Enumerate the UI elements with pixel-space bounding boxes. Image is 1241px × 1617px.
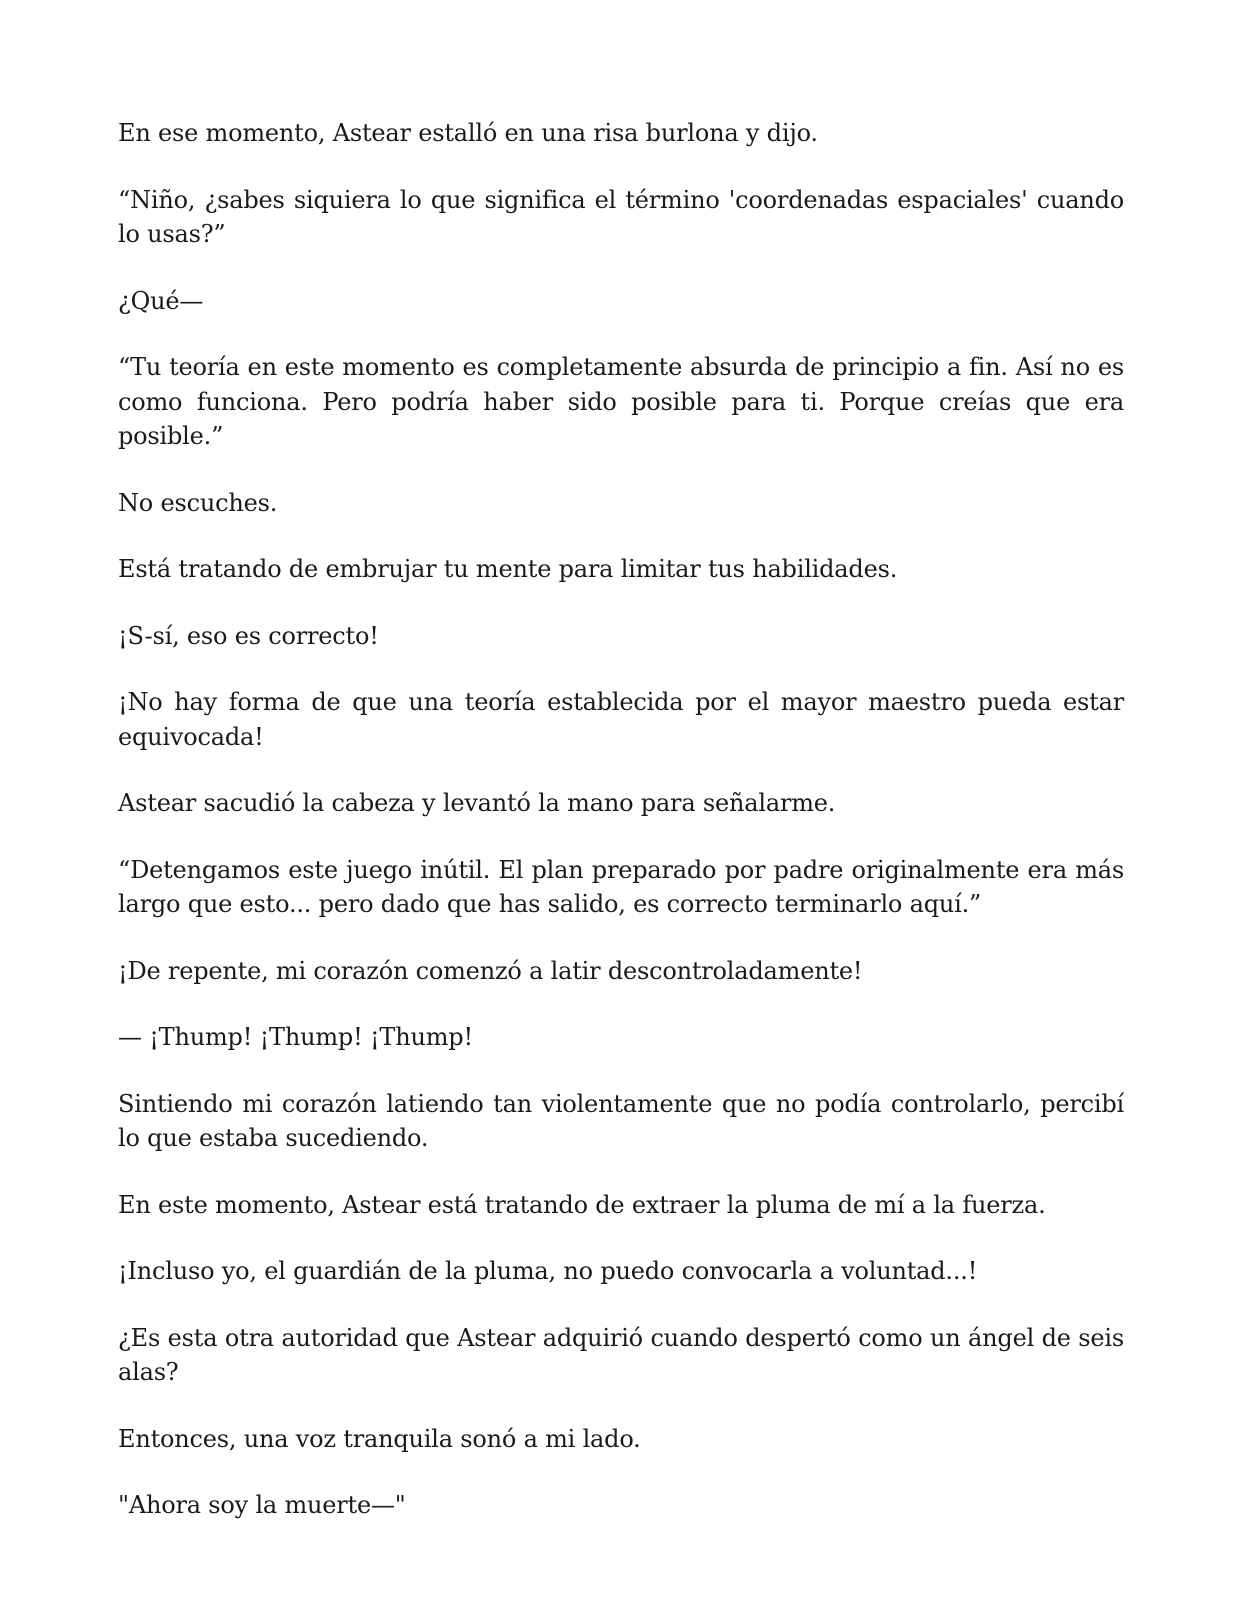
paragraph-18: "Ahora soy la muerte—" bbox=[118, 1491, 406, 1519]
paragraph-10: “Detengamos este juego inútil. El plan preparado por padre originalmente era más largo que esto... pero dado que has salido, es correcto terminarlo aquí.” bbox=[118, 855, 1124, 918]
paragraph-12: — ¡Thump! ¡Thump! ¡Thump! bbox=[118, 1023, 473, 1051]
paragraph-11: ¡De repente, mi corazón comenzó a latir descontroladamente! bbox=[118, 956, 863, 985]
paragraph-7: ¡S-sí, eso es correcto! bbox=[118, 621, 379, 650]
paragraph-17: Entonces, una voz tranquila sonó a mi lado. bbox=[118, 1424, 641, 1453]
paragraph-1: En ese momento, Astear estalló en una risa burlona y dijo. bbox=[118, 119, 818, 147]
paragraph-16: ¿Es esta otra autoridad que Astear adquirió cuando despertó como un ángel de seis alas? bbox=[118, 1323, 1124, 1386]
document-body bbox=[118, 116, 1124, 1555]
paragraph-3: ¿Qué— bbox=[118, 286, 204, 315]
paragraph-15: ¡Incluso yo, el guardián de la pluma, no puedo convocarla a voluntad...! bbox=[118, 1257, 978, 1285]
paragraph-6: Está tratando de embrujar tu mente para limitar tus habilidades. bbox=[118, 555, 898, 583]
paragraph-5: No escuches. bbox=[118, 488, 278, 517]
paragraph-4: “Tu teoría en este momento es completamente absurda de principio a fin. Así no es como funciona. Pero podría haber sido posible para ti. Porque creías que era posible.” bbox=[118, 353, 1124, 450]
paragraph-13: Sintiendo mi corazón latiendo tan violentamente que no podía controlarlo, percibí lo que estaba sucediendo. bbox=[118, 1089, 1124, 1152]
paragraph-14: En este momento, Astear está tratando de extraer la pluma de mí a la fuerza. bbox=[118, 1190, 1046, 1219]
paragraph-8: ¡No hay forma de que una teoría establecida por el mayor maestro pueda estar equivocada! bbox=[118, 688, 1124, 751]
paragraph-2: “Niño, ¿sabes siquiera lo que significa el término 'coordenadas espaciales' cuando lo usas?” bbox=[118, 185, 1124, 248]
paragraph-9: Astear sacudió la cabeza y levantó la mano para señalarme. bbox=[118, 789, 836, 817]
